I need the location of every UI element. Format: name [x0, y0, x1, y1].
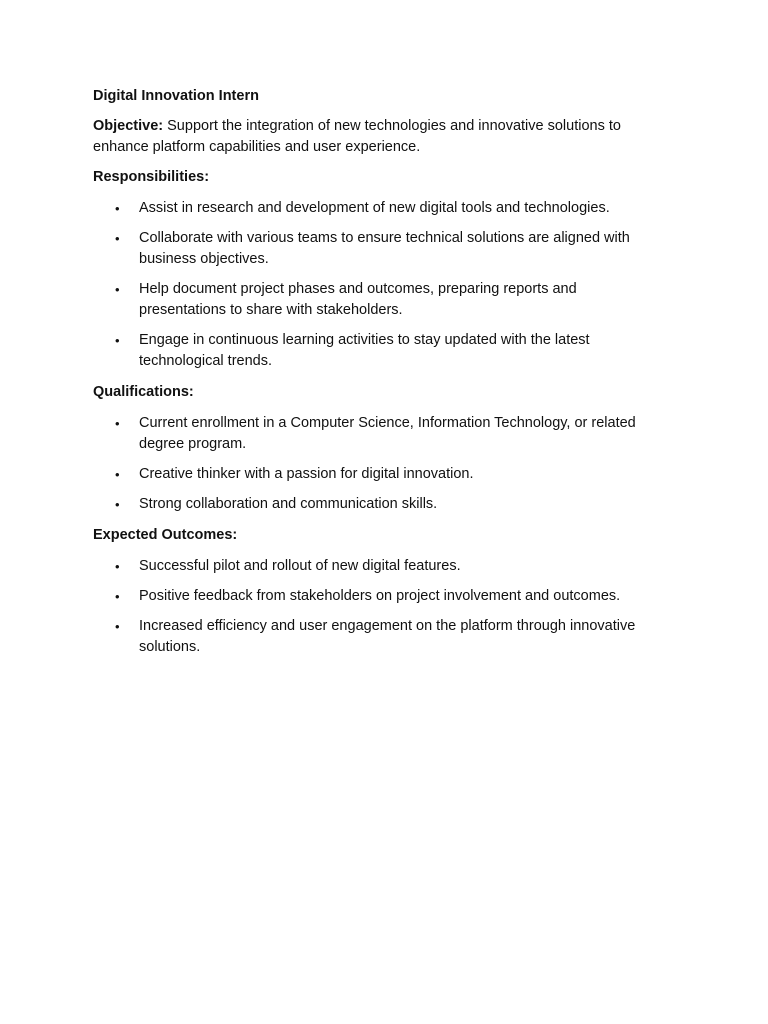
bullet-icon: •	[115, 416, 120, 431]
list-item-text: Collaborate with various teams to ensure technical solutions are aligned with business objectives.	[139, 230, 630, 267]
list-item	[93, 330, 663, 372]
bullet-icon: •	[115, 497, 120, 512]
list-item-text: Increased efficiency and user engagement on the platform through innovative solutions.	[139, 618, 636, 655]
objective-paragraph	[93, 116, 663, 158]
bullet-list	[93, 413, 663, 515]
list-item	[93, 464, 663, 485]
bullet-list	[93, 556, 663, 658]
list-item	[93, 279, 663, 321]
list-item	[93, 198, 663, 219]
section-heading: Qualifications:	[93, 384, 194, 400]
bullet-list	[93, 198, 663, 372]
document-page	[93, 86, 663, 668]
list-item	[93, 616, 663, 658]
list-item-text: Successful pilot and rollout of new digital features.	[139, 558, 461, 574]
list-item-text: Creative thinker with a passion for digital innovation.	[139, 466, 474, 482]
list-item-text: Current enrollment in a Computer Science, Information Technology, or related degree program.	[139, 415, 636, 452]
list-item-text: Strong collaboration and communication skills.	[139, 496, 438, 512]
bullet-icon: •	[115, 282, 120, 297]
list-item-text: Engage in continuous learning activities to stay updated with the latest technological trends.	[139, 332, 590, 369]
bullet-icon: •	[115, 201, 120, 216]
list-item	[93, 556, 663, 577]
list-item	[93, 228, 663, 270]
section-qualifications	[93, 382, 663, 515]
bullet-icon: •	[115, 589, 120, 604]
list-item-text: Positive feedback from stakeholders on project involvement and outcomes.	[139, 588, 621, 604]
section-heading: Responsibilities:	[93, 169, 210, 185]
list-item	[93, 494, 663, 515]
list-item-text: Help document project phases and outcomes, preparing reports and presentations to share with stakeholders.	[139, 281, 577, 318]
list-item	[93, 413, 663, 455]
objective-label: Objective:	[93, 118, 164, 134]
document-title: Digital Innovation Intern	[93, 88, 259, 104]
objective-text: Support the integration of new technologies and innovative solutions to enhance platform capabilities and user experience.	[93, 118, 621, 155]
bullet-icon: •	[115, 467, 120, 482]
bullet-icon: •	[115, 231, 120, 246]
section-heading: Expected Outcomes:	[93, 527, 238, 543]
list-item-text: Assist in research and development of new digital tools and technologies.	[139, 200, 610, 216]
bullet-icon: •	[115, 333, 120, 348]
section-responsibilities	[93, 167, 663, 372]
bullet-icon: •	[115, 559, 120, 574]
bullet-icon: •	[115, 619, 120, 634]
list-item	[93, 586, 663, 607]
section-expected-outcomes	[93, 525, 663, 658]
